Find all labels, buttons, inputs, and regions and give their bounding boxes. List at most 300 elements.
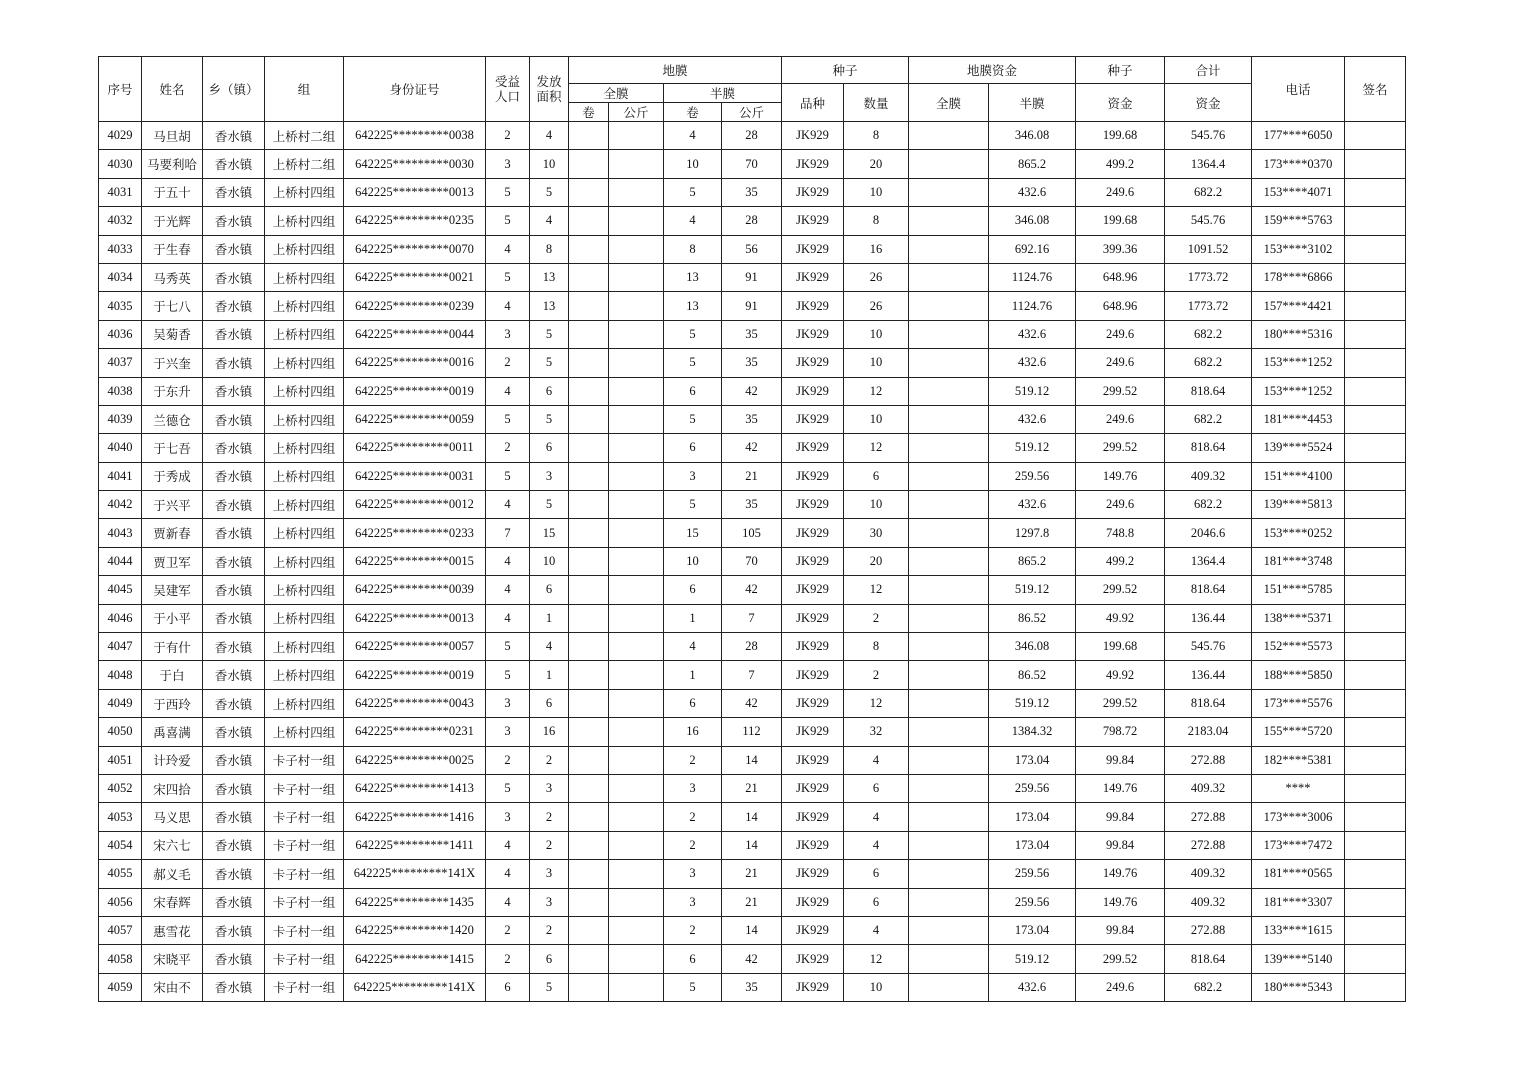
cell-town: 香水镇 <box>203 860 265 888</box>
cell-sign <box>1345 405 1406 433</box>
cell-name: 禹喜满 <box>142 718 203 746</box>
cell-town: 香水镇 <box>203 263 265 291</box>
cell-group: 上桥村四组 <box>265 576 344 604</box>
cell-total: 2183.04 <box>1165 718 1252 746</box>
col-zj-quanmo: 全膜 <box>909 84 989 122</box>
cell-id: 642225*********0013 <box>344 604 486 632</box>
cell-sign <box>1345 860 1406 888</box>
cell-qm-juan <box>569 803 609 831</box>
cell-phone: 153****4071 <box>1252 178 1345 206</box>
cell-sign <box>1345 945 1406 973</box>
cell-qty: 4 <box>844 803 909 831</box>
cell-total: 272.88 <box>1165 746 1252 774</box>
cell-total: 1773.72 <box>1165 263 1252 291</box>
cell-fund-qm <box>909 576 989 604</box>
cell-fund-qm <box>909 235 989 263</box>
cell-total: 682.2 <box>1165 349 1252 377</box>
cell-name: 马要利哈 <box>142 150 203 178</box>
cell-group: 上桥村四组 <box>265 519 344 547</box>
cell-area: 2 <box>530 831 569 859</box>
cell-variety: JK929 <box>782 178 844 206</box>
cell-fund-bm: 259.56 <box>989 888 1076 916</box>
cell-area: 5 <box>530 320 569 348</box>
cell-seed-fund: 199.68 <box>1076 207 1165 235</box>
cell-fund-qm <box>909 661 989 689</box>
cell-seq: 4047 <box>99 633 142 661</box>
cell-benef: 2 <box>486 434 530 462</box>
cell-group: 上桥村四组 <box>265 547 344 575</box>
cell-bm-kg: 14 <box>722 746 782 774</box>
cell-bm-juan: 1 <box>664 604 722 632</box>
cell-fund-qm <box>909 945 989 973</box>
cell-qty: 26 <box>844 292 909 320</box>
cell-total: 136.44 <box>1165 604 1252 632</box>
cell-fund-bm: 86.52 <box>989 661 1076 689</box>
cell-phone: 153****0252 <box>1252 519 1345 547</box>
cell-fund-qm <box>909 831 989 859</box>
cell-bm-juan: 5 <box>664 349 722 377</box>
cell-group: 卡子村一组 <box>265 746 344 774</box>
cell-seq: 4040 <box>99 434 142 462</box>
cell-id: 642225*********141X <box>344 860 486 888</box>
cell-variety: JK929 <box>782 973 844 1001</box>
table-row <box>99 718 1406 746</box>
cell-qty: 12 <box>844 576 909 604</box>
cell-seed-fund: 249.6 <box>1076 320 1165 348</box>
cell-qm-kg <box>609 263 664 291</box>
cell-phone: 155****5720 <box>1252 718 1345 746</box>
cell-phone: 157****4421 <box>1252 292 1345 320</box>
cell-fund-qm <box>909 292 989 320</box>
cell-phone: 153****3102 <box>1252 235 1345 263</box>
cell-phone: 133****1615 <box>1252 916 1345 944</box>
cell-qm-kg <box>609 207 664 235</box>
cell-qm-juan <box>569 491 609 519</box>
cell-benef: 4 <box>486 604 530 632</box>
col-zhongzi: 种子 <box>782 57 909 84</box>
table-row <box>99 150 1406 178</box>
cell-qm-juan <box>569 689 609 717</box>
cell-benef: 4 <box>486 860 530 888</box>
cell-total: 818.64 <box>1165 945 1252 973</box>
cell-phone: 181****0565 <box>1252 860 1345 888</box>
table-row <box>99 803 1406 831</box>
cell-id: 642225*********0239 <box>344 292 486 320</box>
col-phone: 电话 <box>1252 57 1345 122</box>
cell-total: 545.76 <box>1165 633 1252 661</box>
cell-phone: 151****5785 <box>1252 576 1345 604</box>
cell-qm-juan <box>569 718 609 746</box>
cell-sign <box>1345 519 1406 547</box>
col-quanmo: 全膜 <box>569 84 664 103</box>
cell-variety: JK929 <box>782 945 844 973</box>
cell-name: 宋六七 <box>142 831 203 859</box>
cell-bm-kg: 42 <box>722 434 782 462</box>
cell-variety: JK929 <box>782 888 844 916</box>
cell-qty: 20 <box>844 150 909 178</box>
cell-variety: JK929 <box>782 405 844 433</box>
cell-total: 818.64 <box>1165 434 1252 462</box>
cell-qm-juan <box>569 320 609 348</box>
cell-phone: 180****5316 <box>1252 320 1345 348</box>
cell-group: 上桥村四组 <box>265 320 344 348</box>
cell-name: 于白 <box>142 661 203 689</box>
cell-total: 682.2 <box>1165 973 1252 1001</box>
cell-qm-juan <box>569 547 609 575</box>
cell-qty: 10 <box>844 178 909 206</box>
cell-variety: JK929 <box>782 803 844 831</box>
cell-qm-juan <box>569 405 609 433</box>
cell-group: 上桥村二组 <box>265 122 344 150</box>
cell-fund-qm <box>909 263 989 291</box>
cell-seq: 4054 <box>99 831 142 859</box>
cell-group: 上桥村四组 <box>265 207 344 235</box>
cell-qty: 8 <box>844 633 909 661</box>
cell-area: 6 <box>530 377 569 405</box>
cell-benef: 7 <box>486 519 530 547</box>
cell-sign <box>1345 207 1406 235</box>
cell-group: 上桥村四组 <box>265 434 344 462</box>
cell-id: 642225*********1416 <box>344 803 486 831</box>
cell-fund-bm: 519.12 <box>989 689 1076 717</box>
cell-benef: 2 <box>486 945 530 973</box>
cell-area: 5 <box>530 178 569 206</box>
cell-seed-fund: 648.96 <box>1076 263 1165 291</box>
cell-bm-juan: 1 <box>664 661 722 689</box>
cell-seed-fund: 249.6 <box>1076 973 1165 1001</box>
cell-id: 642225*********0011 <box>344 434 486 462</box>
col-group: 组 <box>265 57 344 122</box>
cell-fund-bm: 346.08 <box>989 633 1076 661</box>
col-juan2: 卷 <box>664 103 722 122</box>
cell-bm-juan: 4 <box>664 633 722 661</box>
cell-qm-juan <box>569 349 609 377</box>
cell-area: 15 <box>530 519 569 547</box>
cell-total: 409.32 <box>1165 888 1252 916</box>
cell-seq: 4034 <box>99 263 142 291</box>
cell-total: 1773.72 <box>1165 292 1252 320</box>
cell-bm-juan: 6 <box>664 576 722 604</box>
cell-qm-kg <box>609 150 664 178</box>
cell-name: 于秀成 <box>142 462 203 490</box>
cell-group: 卡子村一组 <box>265 774 344 802</box>
col-heji: 合计 <box>1165 57 1252 84</box>
cell-seq: 4044 <box>99 547 142 575</box>
cell-seed-fund: 149.76 <box>1076 860 1165 888</box>
cell-variety: JK929 <box>782 434 844 462</box>
cell-fund-qm <box>909 434 989 462</box>
cell-qty: 2 <box>844 661 909 689</box>
cell-town: 香水镇 <box>203 576 265 604</box>
cell-name: 宋由不 <box>142 973 203 1001</box>
table-row <box>99 774 1406 802</box>
cell-seq: 4057 <box>99 916 142 944</box>
cell-qty: 30 <box>844 519 909 547</box>
cell-fund-qm <box>909 860 989 888</box>
cell-sign <box>1345 689 1406 717</box>
cell-bm-juan: 15 <box>664 519 722 547</box>
cell-variety: JK929 <box>782 831 844 859</box>
cell-fund-qm <box>909 718 989 746</box>
cell-qm-juan <box>569 434 609 462</box>
cell-town: 香水镇 <box>203 689 265 717</box>
cell-qty: 10 <box>844 491 909 519</box>
cell-town: 香水镇 <box>203 235 265 263</box>
cell-seed-fund: 99.84 <box>1076 831 1165 859</box>
table-row <box>99 349 1406 377</box>
cell-group: 卡子村一组 <box>265 973 344 1001</box>
cell-area: 6 <box>530 689 569 717</box>
cell-seed-fund: 49.92 <box>1076 604 1165 632</box>
cell-benef: 4 <box>486 377 530 405</box>
cell-phone: 153****1252 <box>1252 377 1345 405</box>
table-row <box>99 746 1406 774</box>
cell-qm-juan <box>569 774 609 802</box>
cell-qm-kg <box>609 689 664 717</box>
cell-sign <box>1345 491 1406 519</box>
cell-fund-qm <box>909 122 989 150</box>
cell-group: 上桥村四组 <box>265 718 344 746</box>
cell-seq: 4058 <box>99 945 142 973</box>
col-benef-label: 受益人口 <box>494 74 520 104</box>
cell-bm-juan: 13 <box>664 263 722 291</box>
cell-bm-juan: 16 <box>664 718 722 746</box>
cell-phone: 180****5343 <box>1252 973 1345 1001</box>
cell-qm-juan <box>569 945 609 973</box>
cell-town: 香水镇 <box>203 604 265 632</box>
cell-benef: 5 <box>486 178 530 206</box>
cell-benef: 4 <box>486 292 530 320</box>
cell-fund-bm: 173.04 <box>989 916 1076 944</box>
cell-fund-qm <box>909 803 989 831</box>
cell-town: 香水镇 <box>203 349 265 377</box>
cell-town: 香水镇 <box>203 491 265 519</box>
cell-town: 香水镇 <box>203 405 265 433</box>
cell-fund-qm <box>909 150 989 178</box>
cell-seed-fund: 299.52 <box>1076 434 1165 462</box>
cell-name: 于五十 <box>142 178 203 206</box>
cell-bm-kg: 35 <box>722 973 782 1001</box>
cell-bm-juan: 5 <box>664 320 722 348</box>
cell-qty: 4 <box>844 831 909 859</box>
cell-variety: JK929 <box>782 689 844 717</box>
cell-seq: 4049 <box>99 689 142 717</box>
cell-name: 马秀英 <box>142 263 203 291</box>
cell-fund-bm: 259.56 <box>989 774 1076 802</box>
cell-name: 于七吾 <box>142 434 203 462</box>
col-zijin2: 资金 <box>1165 84 1252 122</box>
cell-benef: 4 <box>486 547 530 575</box>
cell-fund-bm: 519.12 <box>989 377 1076 405</box>
col-id: 身份证号 <box>344 57 486 122</box>
cell-phone: 139****5813 <box>1252 491 1345 519</box>
table-row <box>99 263 1406 291</box>
cell-benef: 4 <box>486 235 530 263</box>
cell-area: 3 <box>530 860 569 888</box>
table-row <box>99 207 1406 235</box>
cell-sign <box>1345 320 1406 348</box>
cell-seed-fund: 49.92 <box>1076 661 1165 689</box>
cell-fund-qm <box>909 689 989 717</box>
cell-seed-fund: 149.76 <box>1076 888 1165 916</box>
table-row <box>99 462 1406 490</box>
cell-qty: 10 <box>844 973 909 1001</box>
cell-id: 642225*********1435 <box>344 888 486 916</box>
cell-id: 642225*********0025 <box>344 746 486 774</box>
col-banmo: 半膜 <box>664 84 782 103</box>
cell-qm-kg <box>609 292 664 320</box>
cell-town: 香水镇 <box>203 207 265 235</box>
cell-fund-qm <box>909 547 989 575</box>
cell-fund-bm: 86.52 <box>989 604 1076 632</box>
table-row <box>99 860 1406 888</box>
cell-qm-juan <box>569 973 609 1001</box>
cell-name: 于兴奎 <box>142 349 203 377</box>
cell-variety: JK929 <box>782 718 844 746</box>
cell-fund-qm <box>909 491 989 519</box>
cell-sign <box>1345 292 1406 320</box>
cell-bm-kg: 56 <box>722 235 782 263</box>
cell-bm-kg: 35 <box>722 349 782 377</box>
table-body <box>99 122 1406 1002</box>
cell-seq: 4053 <box>99 803 142 831</box>
cell-variety: JK929 <box>782 547 844 575</box>
cell-group: 上桥村四组 <box>265 661 344 689</box>
col-name: 姓名 <box>142 57 203 122</box>
cell-id: 642225*********0235 <box>344 207 486 235</box>
cell-bm-kg: 112 <box>722 718 782 746</box>
table-row <box>99 633 1406 661</box>
cell-phone: 178****6866 <box>1252 263 1345 291</box>
cell-seq: 4030 <box>99 150 142 178</box>
cell-total: 1091.52 <box>1165 235 1252 263</box>
cell-phone: 139****5524 <box>1252 434 1345 462</box>
cell-qm-juan <box>569 576 609 604</box>
table-row <box>99 491 1406 519</box>
cell-benef: 3 <box>486 320 530 348</box>
cell-area: 5 <box>530 973 569 1001</box>
cell-town: 香水镇 <box>203 434 265 462</box>
cell-area: 1 <box>530 661 569 689</box>
cell-qty: 20 <box>844 547 909 575</box>
cell-sign <box>1345 916 1406 944</box>
cell-bm-juan: 6 <box>664 945 722 973</box>
cell-seed-fund: 199.68 <box>1076 122 1165 150</box>
cell-group: 上桥村四组 <box>265 462 344 490</box>
cell-seq: 4056 <box>99 888 142 916</box>
cell-town: 香水镇 <box>203 746 265 774</box>
cell-total: 409.32 <box>1165 860 1252 888</box>
cell-variety: JK929 <box>782 292 844 320</box>
cell-variety: JK929 <box>782 235 844 263</box>
cell-qm-kg <box>609 178 664 206</box>
cell-phone: 173****7472 <box>1252 831 1345 859</box>
cell-town: 香水镇 <box>203 462 265 490</box>
cell-id: 642225*********0016 <box>344 349 486 377</box>
cell-bm-kg: 7 <box>722 661 782 689</box>
cell-bm-juan: 2 <box>664 746 722 774</box>
table-row <box>99 434 1406 462</box>
cell-area: 1 <box>530 604 569 632</box>
cell-seed-fund: 299.52 <box>1076 377 1165 405</box>
cell-seed-fund: 149.76 <box>1076 774 1165 802</box>
cell-variety: JK929 <box>782 320 844 348</box>
cell-fund-bm: 432.6 <box>989 491 1076 519</box>
col-area <box>530 57 569 122</box>
cell-bm-kg: 21 <box>722 860 782 888</box>
cell-town: 香水镇 <box>203 718 265 746</box>
cell-phone: **** <box>1252 774 1345 802</box>
cell-seq: 4048 <box>99 661 142 689</box>
table-row <box>99 576 1406 604</box>
cell-bm-juan: 6 <box>664 689 722 717</box>
cell-sign <box>1345 888 1406 916</box>
cell-sign <box>1345 235 1406 263</box>
cell-seed-fund: 249.6 <box>1076 491 1165 519</box>
cell-town: 香水镇 <box>203 178 265 206</box>
table-row <box>99 320 1406 348</box>
cell-fund-bm: 432.6 <box>989 320 1076 348</box>
cell-area: 13 <box>530 292 569 320</box>
cell-fund-bm: 432.6 <box>989 405 1076 433</box>
cell-variety: JK929 <box>782 860 844 888</box>
cell-seq: 4033 <box>99 235 142 263</box>
cell-bm-kg: 7 <box>722 604 782 632</box>
cell-sign <box>1345 377 1406 405</box>
cell-seed-fund: 99.84 <box>1076 916 1165 944</box>
cell-sign <box>1345 633 1406 661</box>
col-zj-banmo: 半膜 <box>989 84 1076 122</box>
cell-area: 6 <box>530 434 569 462</box>
cell-sign <box>1345 150 1406 178</box>
cell-sign <box>1345 718 1406 746</box>
cell-qty: 16 <box>844 235 909 263</box>
cell-total: 818.64 <box>1165 689 1252 717</box>
cell-name: 宋春辉 <box>142 888 203 916</box>
cell-seed-fund: 648.96 <box>1076 292 1165 320</box>
cell-sign <box>1345 576 1406 604</box>
cell-group: 上桥村四组 <box>265 689 344 717</box>
cell-bm-kg: 35 <box>722 491 782 519</box>
cell-fund-qm <box>909 888 989 916</box>
cell-group: 上桥村四组 <box>265 263 344 291</box>
col-gongjin1: 公斤 <box>609 103 664 122</box>
cell-benef: 4 <box>486 831 530 859</box>
cell-id: 642225*********0044 <box>344 320 486 348</box>
cell-id: 642225*********0031 <box>344 462 486 490</box>
cell-sign <box>1345 831 1406 859</box>
cell-benef: 4 <box>486 576 530 604</box>
table-row <box>99 689 1406 717</box>
cell-bm-juan: 3 <box>664 462 722 490</box>
cell-total: 409.32 <box>1165 774 1252 802</box>
cell-group: 上桥村四组 <box>265 377 344 405</box>
cell-seq: 4032 <box>99 207 142 235</box>
cell-bm-juan: 3 <box>664 774 722 802</box>
cell-seq: 4039 <box>99 405 142 433</box>
cell-area: 4 <box>530 122 569 150</box>
cell-group: 上桥村二组 <box>265 150 344 178</box>
cell-total: 272.88 <box>1165 803 1252 831</box>
cell-seed-fund: 199.68 <box>1076 633 1165 661</box>
cell-total: 1364.4 <box>1165 150 1252 178</box>
table-row <box>99 831 1406 859</box>
cell-phone: 139****5140 <box>1252 945 1345 973</box>
cell-phone: 177****6050 <box>1252 122 1345 150</box>
cell-town: 香水镇 <box>203 945 265 973</box>
col-gongjin2: 公斤 <box>722 103 782 122</box>
cell-benef: 2 <box>486 349 530 377</box>
